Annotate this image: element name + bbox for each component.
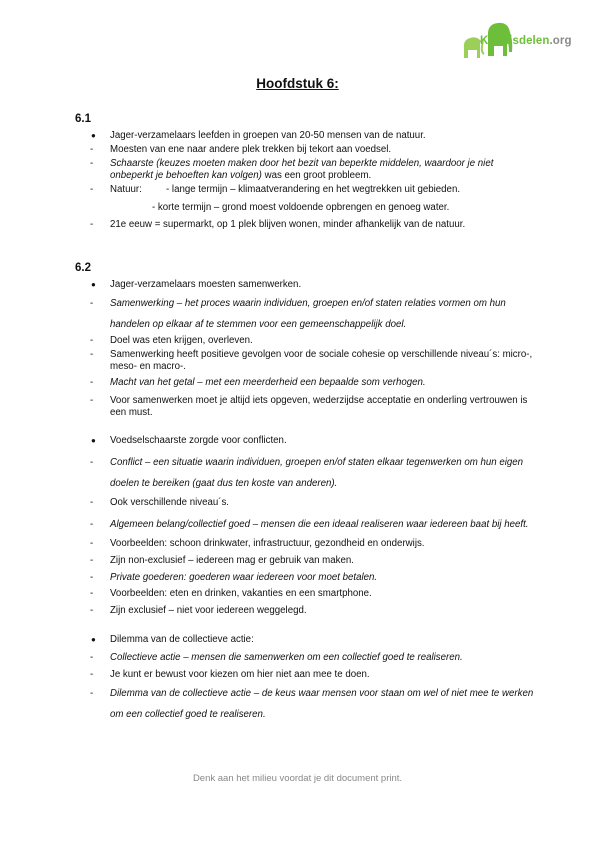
list-item: ● Voedselschaarste zorgde voor conflicten. xyxy=(91,435,287,446)
dash-icon: - xyxy=(90,555,94,566)
list-item: - Zijn exclusief – niet voor iedereen weggelegd. xyxy=(90,605,307,616)
list-item: - Macht van het getal – met een meerderheid een bepaalde som verhogen. xyxy=(90,377,426,388)
list-item: - Ook verschillende niveau´s. xyxy=(90,497,229,508)
kennisdelen-logo[interactable] xyxy=(458,18,578,60)
list-item: - Schaarste (keuzes moeten maken door het bezit van beperkte middelen, waardoor je niet onbeperkt je behoeften kan volgen) was een groot probleem. xyxy=(90,158,494,181)
dash-icon: - xyxy=(90,349,94,360)
dash-icon: - xyxy=(90,298,94,309)
list-item: ● Dilemma van de collectieve actie: xyxy=(91,634,254,645)
dash-icon: - xyxy=(90,144,94,155)
page-title: Hoofdstuk 6: xyxy=(256,76,339,91)
list-item: - Voor samenwerken moet je altijd iets opgeven, wederzijdse acceptatie en onderling vertrouwen is een must. xyxy=(90,395,528,418)
dash-icon: - xyxy=(90,572,94,583)
bullet-icon: ● xyxy=(91,635,96,644)
footer-note: Denk aan het milieu voordat je dit document print. xyxy=(192,773,403,784)
list-item: - Je kunt er bewust voor kiezen om hier niet aan mee te doen. xyxy=(90,669,370,680)
list-item: - Samenwerking heeft positieve gevolgen voor de sociale cohesie op verschillende niveau´s: micro-, meso- en macro-. xyxy=(90,349,533,372)
bullet-icon: ● xyxy=(91,280,96,289)
logo-tld: .org xyxy=(549,35,572,47)
dash-icon: - xyxy=(90,219,94,230)
section-6-2 xyxy=(75,262,535,725)
list-item: - Doel was eten krijgen, overleven. xyxy=(90,335,253,346)
dash-icon: - xyxy=(90,588,94,599)
list-item: - 21e eeuw = supermarkt, op 1 plek blijven wonen, minder afhankelijk van de natuur. xyxy=(90,219,466,230)
logo-name: Kennisdelen xyxy=(480,35,550,47)
dash-icon: - xyxy=(90,158,94,169)
list-item: - Voorbeelden: eten en drinken, vakanties en een smartphone. xyxy=(90,588,372,599)
dash-icon: - xyxy=(90,519,94,530)
list-item: ● Jager-verzamelaars moesten samenwerken. xyxy=(91,279,302,290)
dash-icon: - xyxy=(90,457,94,468)
section-heading: 6.1 xyxy=(75,113,91,125)
list-item: - Conflict – een situatie waarin individuen, groepen en/of staten elkaar tegenwerken om hun eigen doelen te bereiken (gaat dus ten koste van anderen). xyxy=(75,452,535,494)
list-item: - Private goederen: goederen waar iedereen voor moet betalen. xyxy=(90,572,378,583)
dash-icon: - xyxy=(90,652,94,663)
dash-icon: - xyxy=(90,395,94,406)
list-item: - Algemeen belang/collectief goed – mensen die een ideaal realiseren waar iedereen baat bij heeft. xyxy=(75,514,535,535)
bullet-icon: ● xyxy=(91,131,96,140)
list-item: - Natuur: - lange termijn – klimaatverandering en het wegtrekken uit gebieden. xyxy=(90,184,461,195)
list-item: - Voorbeelden: schoon drinkwater, infrastructuur, gezondheid en onderwijs. xyxy=(90,538,425,549)
section-6-1 xyxy=(75,113,535,233)
list-item: - Dilemma van de collectieve actie – de keus waar mensen voor staan om wel of niet mee te werken om een collectief goed te realiseren. xyxy=(75,683,535,725)
dash-icon: - xyxy=(90,184,94,195)
list-item: - Collectieve actie – mensen die samenwerken om een collectief goed te realiseren. xyxy=(90,652,463,663)
dash-icon: - xyxy=(90,335,94,346)
dash-icon: - xyxy=(90,605,94,616)
section-heading: 6.2 xyxy=(75,262,91,274)
list-item: - Moesten van ene naar andere plek trekken bij tekort aan voedsel. xyxy=(90,144,392,155)
dash-icon: - xyxy=(90,688,94,699)
dash-icon: - xyxy=(90,377,94,388)
list-item: - Samenwerking – het proces waarin individuen, groepen en/of staten relaties vormen om hun handelen op elkaar af te stemmen voor een gemeenschappelijk doel. xyxy=(75,293,535,335)
list-item: - Zijn non-exclusief – iedereen mag er gebruik van maken. xyxy=(90,555,354,566)
nature-label: Natuur: xyxy=(110,184,142,195)
dash-icon: - xyxy=(90,497,94,508)
list-item: - korte termijn – grond moest voldoende opbrengen en genoeg water. xyxy=(152,202,450,213)
dash-icon: - xyxy=(90,538,94,549)
bullet-icon: ● xyxy=(91,436,96,445)
list-item: ● Jager-verzamelaars leefden in groepen van 20-50 mensen van de natuur. xyxy=(91,130,426,141)
dash-icon: - xyxy=(90,669,94,680)
